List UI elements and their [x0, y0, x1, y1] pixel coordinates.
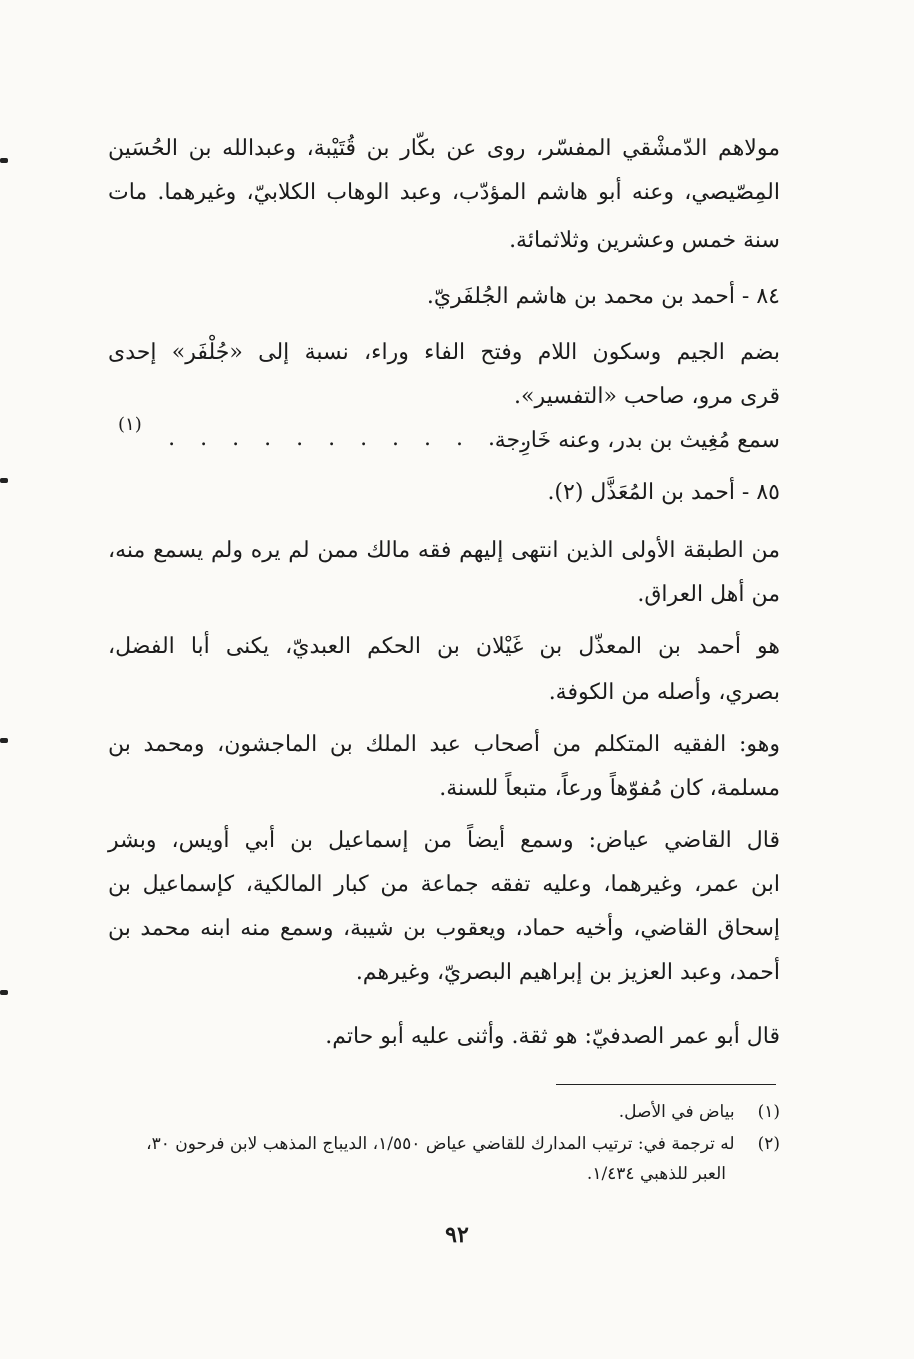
text-line: مولاهم الدّمشْقي المفسّر، روى عن بكّار بن قُتَيْبة، وعبدالله بن الحُسَين	[108, 136, 780, 161]
text-line: بصري، وأصله من الكوفة.	[548, 680, 780, 705]
lacuna-dots: . . . . . . . . . . . .	[168, 426, 536, 451]
page-number: ٩٢	[445, 1222, 469, 1248]
text-line: قال القاضي عياض: وسمع أيضاً من إسماعيل بن أبي أويس، وبشر	[108, 828, 780, 853]
text-line: من الطبقة الأولى الذين انتهى إليهم فقه مالك ممن لم يره ولم يسمع منه،	[108, 538, 780, 563]
text-line: هو أحمد بن المعذّل بن غَيْلان بن الحكم العبديّ، يكنى أبا الفضل،	[108, 634, 780, 659]
margin-mark	[0, 738, 8, 743]
text-line: ابن عمر، وغيرهما، وعليه تفقه جماعة من كبار المالكية، كإسماعيل بن	[108, 872, 780, 897]
text-line: قرى مرو، صاحب «التفسير».	[514, 384, 780, 409]
footnote-number: (٢)	[757, 1134, 780, 1154]
footnote-divider	[556, 1084, 776, 1085]
text-line: سمع مُغِيث بن بدر، وعنه خَارِجة	[494, 428, 780, 453]
text-line: سنة خمس وعشرين وثلاثمائة.	[509, 228, 780, 253]
text-line: قال أبو عمر الصدفيّ: هو ثقة. وأثنى عليه أبو حاتم.	[325, 1024, 780, 1049]
footnote-2	[108, 1130, 780, 1158]
margin-mark	[0, 990, 8, 995]
footnote-text: بياض في الأصل.	[618, 1102, 735, 1122]
margin-mark	[0, 478, 8, 483]
text-line: بضم الجيم وسكون اللام وفتح الفاء وراء، نسبة إلى «جُلْفَر» إحدى	[108, 340, 780, 365]
text-line: أحمد، وعبد العزيز بن إبراهيم البصريّ، وغيرهم.	[355, 960, 780, 985]
footnote-1	[108, 1098, 780, 1126]
footnote-number: (١)	[757, 1102, 780, 1122]
text-line: من أهل العراق.	[637, 582, 780, 607]
margin-mark	[0, 158, 8, 163]
text-line: إسحاق القاضي، وأخيه حماد، ويعقوب بن شيبة، وسمع منه ابنه محمد بن	[108, 916, 780, 941]
text-line: وهو: الفقيه المتكلم من أصحاب عبد الملك بن الماجشون، ومحمد بن	[108, 732, 780, 757]
footnote-text: له ترجمة في: ترتيب المدارك للقاضي عياض ١/٥٥٠، الديباج المذهب لابن فرحون ٣٠،	[146, 1134, 735, 1154]
text-line: مسلمة، كان مُفوّهاً ورعاً، متبعاً للسنة.	[439, 776, 780, 801]
entry-heading-84: ٨٤ - أحمد بن محمد بن هاشم الجُلفَريّ.	[426, 284, 780, 309]
footnote-2-continued: العبر للذهبي ١/٤٣٤.	[586, 1164, 726, 1184]
text-line: المِصّيصي، وعنه أبو هاشم المؤدّب، وعبد الوهاب الكلابيّ، وغيرهما. مات	[108, 180, 780, 205]
entry-heading-85: ٨٥ - أحمد بن المُعَذَّل (٢).	[547, 480, 780, 505]
footnote-marker: (١)	[118, 414, 142, 435]
